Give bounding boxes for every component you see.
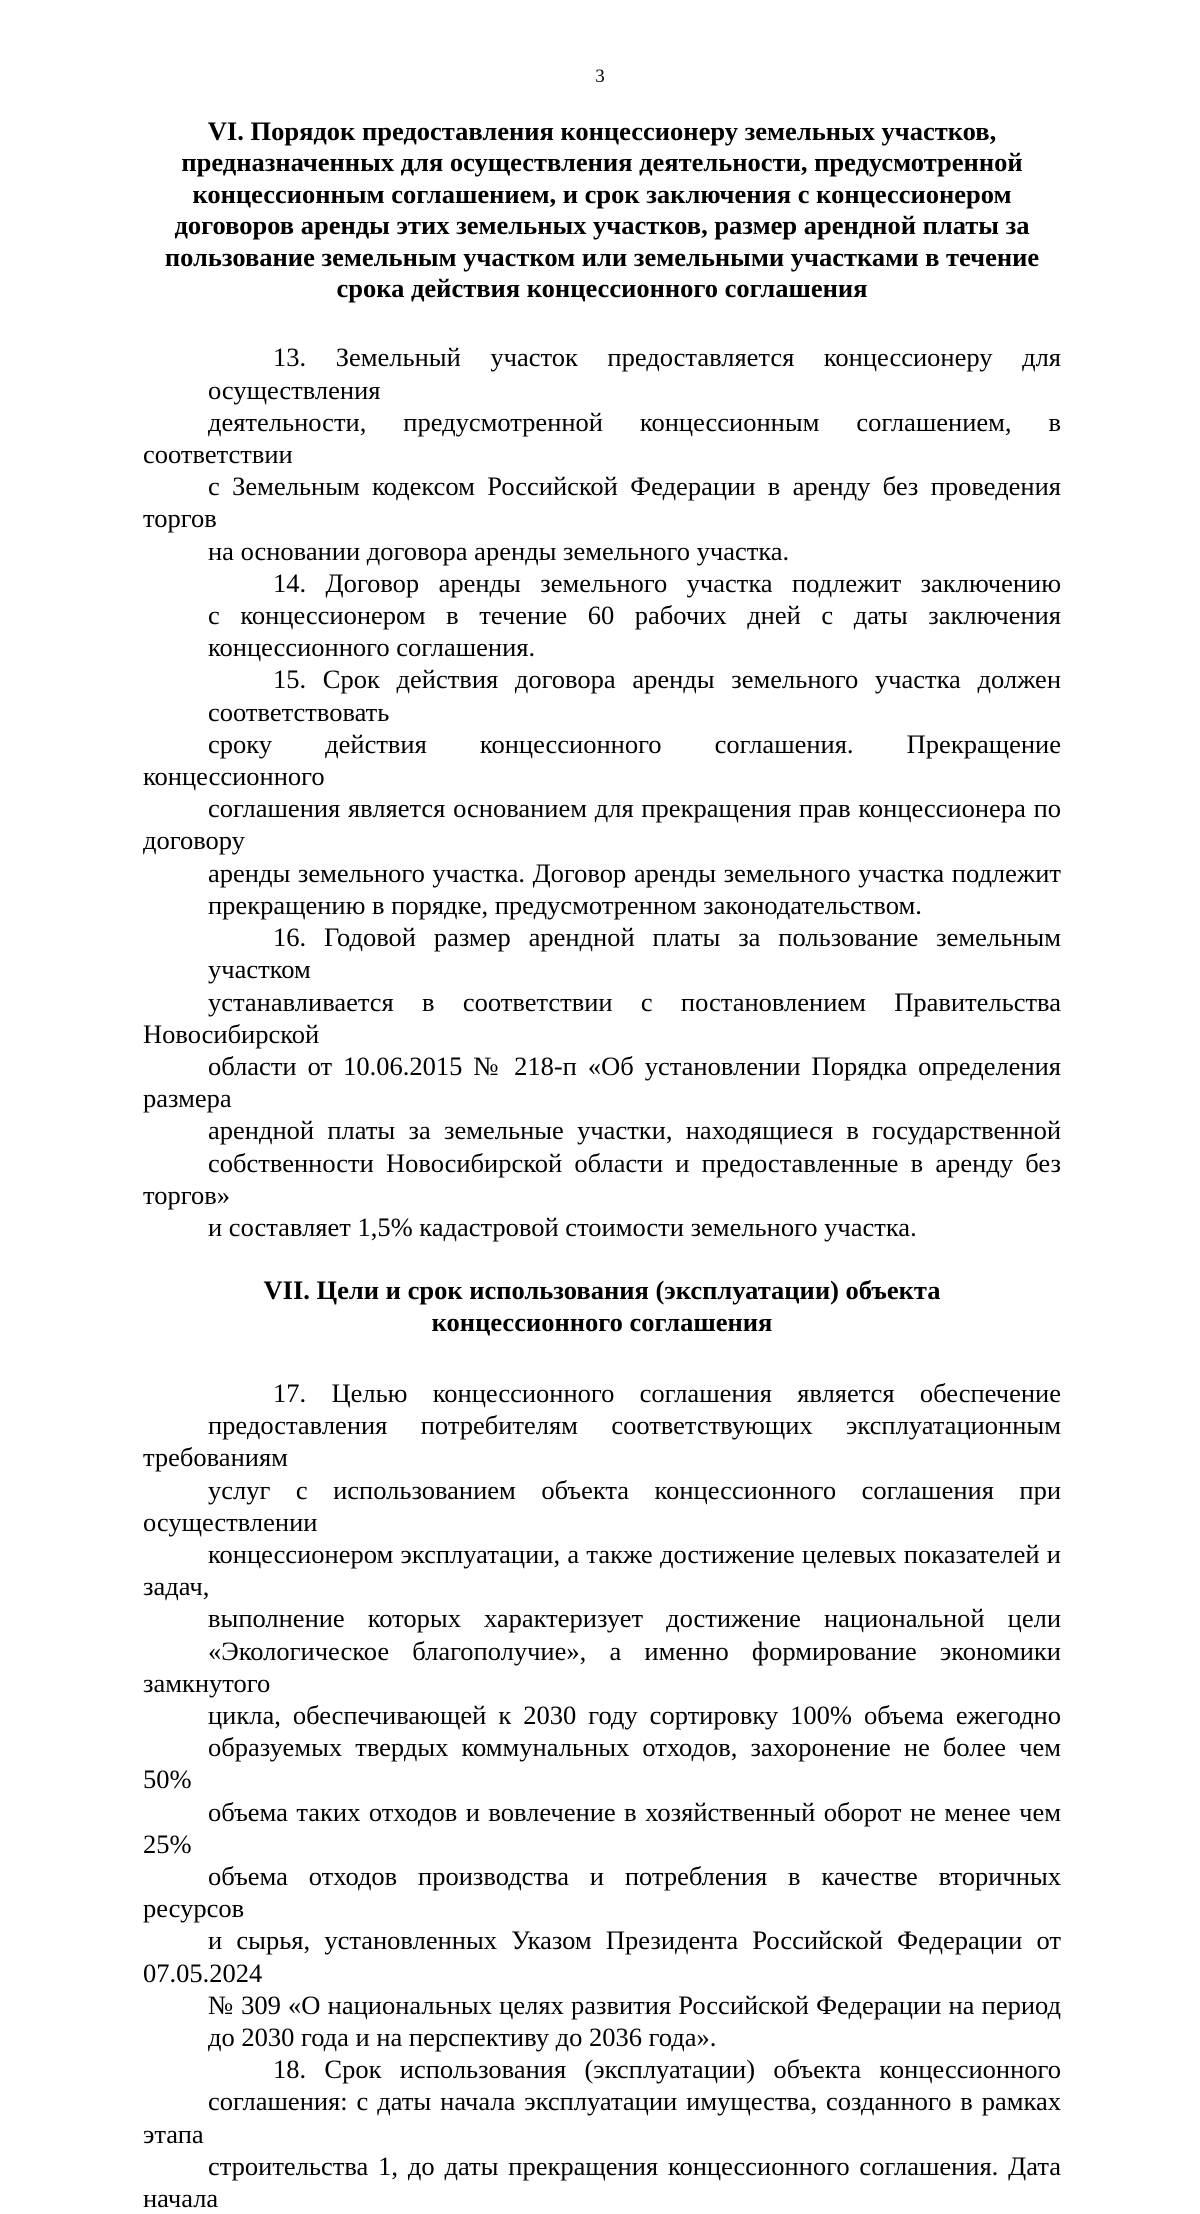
paragraph-line: и составляет 1,5% кадастровой стоимости земельного участка. bbox=[208, 1211, 917, 1242]
paragraph-line: собственности Новосибирской области и предоставленные в аренду без торгов» bbox=[143, 1147, 1061, 1210]
paragraph-line: аренды земельного участка. Договор аренды земельного участка подлежит bbox=[208, 857, 1061, 888]
paragraph-line: арендной платы за земельные участки, находящиеся в государственной bbox=[208, 1115, 1061, 1146]
paragraph-line: до 2030 года и на перспективу до 2036 года». bbox=[208, 2022, 717, 2052]
paragraph-17 bbox=[143, 1377, 1061, 2053]
paragraph-line: № 309 «О национальных целях развития Российской Федерации на период bbox=[208, 1989, 1061, 2020]
heading-line: концессионного соглашения bbox=[431, 1306, 773, 1337]
paragraph-line: цикла, обеспечивающей к 2030 году сортировку 100% объема ежегодно bbox=[208, 1699, 1061, 1730]
heading-line: пользование земельным участком или земельными участками в течение bbox=[164, 241, 1040, 272]
paragraph-line: 13. Земельный участок предоставляется концессионеру для осуществления bbox=[208, 342, 1061, 405]
paragraph-15 bbox=[143, 663, 1061, 921]
heading-line: VI. Порядок предоставления концессионеру земельных участков, bbox=[207, 116, 997, 146]
paragraph-line: концессионного соглашения. bbox=[208, 632, 536, 663]
paragraph-line: 15. Срок действия договора аренды земельного участка должен соответствовать bbox=[208, 664, 1061, 727]
heading-line: концессионным соглашением, и срок заключения с концессионером bbox=[192, 178, 1012, 209]
document-body bbox=[143, 116, 1061, 2214]
paragraph-line: объема отходов производства и потребления в качестве вторичных ресурсов bbox=[143, 1860, 1061, 1924]
paragraph-line: концессионером эксплуатации, а также достижение целевых показателей и задач, bbox=[143, 1538, 1061, 1602]
paragraph-line: области от 10.06.2015 № 218-п «Об установлении Порядка определения размера bbox=[143, 1050, 1061, 1114]
paragraph-line: «Экологическое благополучие», а именно формирование экономики замкнутого bbox=[143, 1635, 1061, 1698]
paragraph-line: и сырья, установленных Указом Президента Российской Федерации от 07.05.2024 bbox=[143, 1925, 1061, 1988]
paragraph-line: с концессионером в течение 60 рабочих дней с даты заключения bbox=[208, 600, 1061, 631]
heading-line: срока действия концессионного соглашения bbox=[336, 273, 868, 304]
paragraph-line: услуг с использованием объекта концессионного соглашения при осуществлении bbox=[143, 1474, 1061, 1537]
paragraph-line: 18. Срок использования (эксплуатации) объекта концессионного bbox=[273, 2054, 1061, 2085]
paragraph-16 bbox=[143, 921, 1061, 1243]
paragraph-line: прекращению в порядке, предусмотренном законодательством. bbox=[208, 889, 922, 920]
paragraph-line: 17. Целью концессионного соглашения является обеспечение bbox=[273, 1377, 1061, 1408]
paragraph-line: соглашения является основанием для прекращения прав концессионера по договору bbox=[143, 793, 1061, 856]
paragraph-line: сроку действия концессионного соглашения. Прекращение концессионного bbox=[143, 728, 1061, 792]
paragraph-18 bbox=[143, 2053, 1061, 2214]
page-number: 3 bbox=[595, 66, 605, 87]
paragraph-line: соглашения: с даты начала эксплуатации имущества, созданного в рамках этапа bbox=[143, 2086, 1061, 2149]
paragraph-line: устанавливается в соответствии с постановлением Правительства Новосибирской bbox=[143, 986, 1061, 1049]
section-6-heading bbox=[143, 116, 1061, 304]
paragraph-line: 16. Годовой размер арендной платы за пользование земельным участком bbox=[208, 922, 1061, 985]
paragraph-13 bbox=[143, 341, 1061, 566]
paragraph-line: образуемых твердых коммунальных отходов, захоронение не более чем 50% bbox=[143, 1732, 1061, 1795]
paragraph-line: строительства 1, до даты прекращения концессионного соглашения. Дата начала bbox=[143, 2150, 1061, 2214]
heading-line: договоров аренды этих земельных участков, размер арендной платы за bbox=[174, 210, 1030, 241]
paragraph-line: выполнение которых характеризует достижение национальной цели bbox=[208, 1603, 1061, 1634]
paragraph-line: с Земельным кодексом Российской Федерации в аренду без проведения торгов bbox=[143, 471, 1061, 534]
paragraph-line: объема таких отходов и вовлечение в хозяйственный оборот не менее чем 25% bbox=[143, 1796, 1061, 1859]
paragraph-line: предоставления потребителям соответствующих эксплуатационным требованиям bbox=[143, 1410, 1061, 1473]
paragraph-line: 14. Договор аренды земельного участка подлежит заключению bbox=[273, 567, 1061, 598]
paragraph-line: деятельности, предусмотренной концессионным соглашением, в соответствии bbox=[143, 406, 1061, 470]
heading-line: предназначенных для осуществления деятельности, предусмотренной bbox=[181, 147, 1023, 178]
section-7-heading bbox=[143, 1275, 1061, 1338]
heading-line: VII. Цели и срок использования (эксплуатации) объекта bbox=[263, 1275, 941, 1306]
paragraph-14 bbox=[143, 567, 1061, 664]
paragraph-line: на основании договора аренды земельного участка. bbox=[208, 535, 790, 566]
